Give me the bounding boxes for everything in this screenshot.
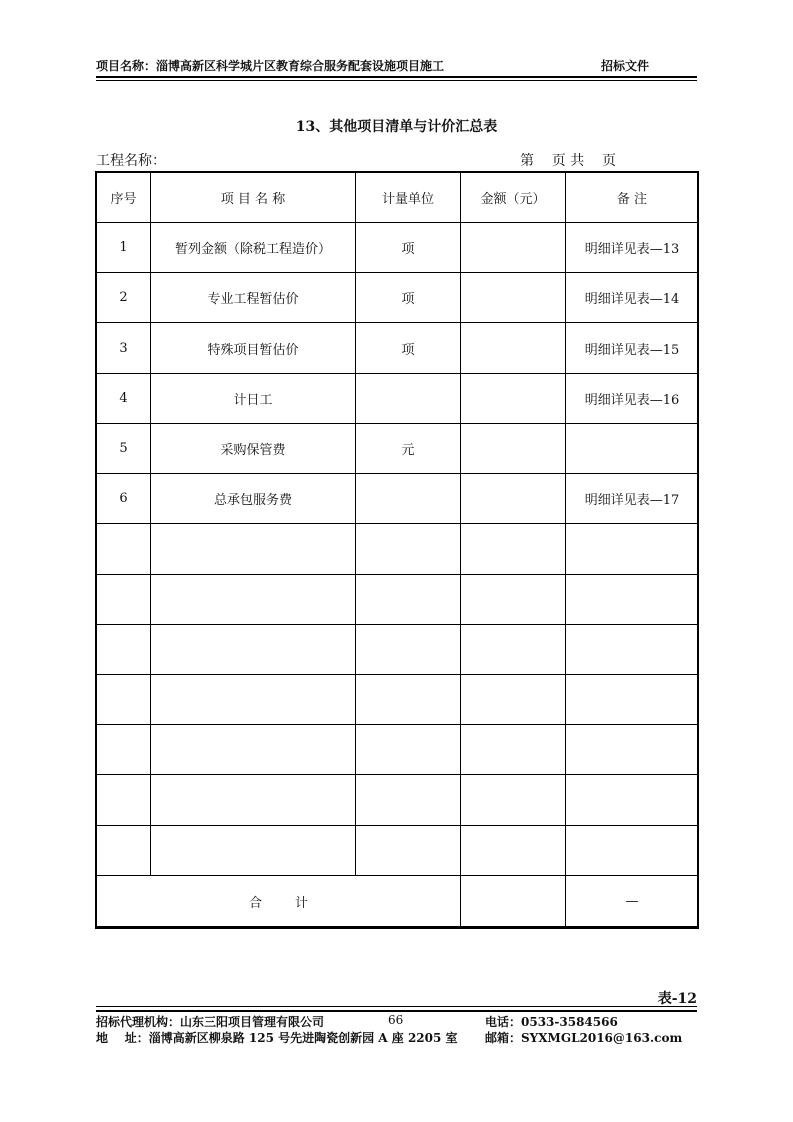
- table-header-row: [97, 173, 699, 223]
- summary-table: [96, 172, 699, 927]
- header-cell-amount: 金额（元）: [461, 173, 566, 223]
- cell-amount: [461, 674, 566, 724]
- cell-name: [151, 624, 356, 674]
- footer-rule-thin: [96, 1006, 697, 1007]
- total-row: [97, 876, 699, 927]
- table-number-label: 表-12: [657, 991, 697, 1007]
- table-row: [97, 474, 699, 524]
- cell-note: [566, 725, 699, 775]
- cell-amount: [461, 273, 566, 323]
- cell-unit: [356, 725, 461, 775]
- project-name-label: 工程名称：: [96, 153, 166, 169]
- header-project-name: 项目名称：淄博高新区科学城片区教育综合服务配套设施项目施工: [96, 59, 445, 73]
- total-amount: [461, 876, 566, 927]
- cell-name: 专业工程暂估价: [151, 273, 356, 323]
- cell-no: [97, 524, 151, 574]
- cell-note: 明细详见表—15: [566, 323, 699, 373]
- table-row: [97, 524, 699, 574]
- table-row: [97, 423, 699, 473]
- cell-note: [566, 423, 699, 473]
- page-header: [96, 57, 697, 75]
- cell-unit: [356, 474, 461, 524]
- cell-note: 明细详见表—17: [566, 474, 699, 524]
- header-cell-unit: 计量单位: [356, 173, 461, 223]
- table-row: [97, 624, 699, 674]
- cell-note: [566, 674, 699, 724]
- total-note: —: [566, 876, 699, 927]
- cell-unit: [356, 624, 461, 674]
- cell-amount: [461, 373, 566, 423]
- cell-name: [151, 674, 356, 724]
- table-row: [97, 775, 699, 825]
- table-row: [97, 825, 699, 875]
- cell-no: [97, 825, 151, 875]
- header-rule-thin: [96, 80, 697, 81]
- cell-unit: [356, 524, 461, 574]
- cell-no: 5: [97, 423, 151, 473]
- cell-no: 4: [97, 373, 151, 423]
- cell-unit: [356, 574, 461, 624]
- cell-note: 明细详见表—13: [566, 223, 699, 273]
- cell-name: 计日工: [151, 373, 356, 423]
- cell-unit: [356, 373, 461, 423]
- cell-amount: [461, 223, 566, 273]
- header-doc-type: 招标文件: [600, 59, 649, 73]
- cell-note: [566, 574, 699, 624]
- cell-no: [97, 674, 151, 724]
- cell-no: [97, 624, 151, 674]
- header-cell-note: 备 注: [566, 173, 699, 223]
- cell-name: [151, 574, 356, 624]
- table-row: [97, 273, 699, 323]
- table-row: [97, 373, 699, 423]
- table-row: [97, 674, 699, 724]
- cell-no: 2: [97, 273, 151, 323]
- cell-name: [151, 775, 356, 825]
- cell-no: [97, 725, 151, 775]
- cell-amount: [461, 775, 566, 825]
- cell-note: [566, 624, 699, 674]
- cell-no: [97, 574, 151, 624]
- cell-name: 总承包服务费: [151, 474, 356, 524]
- cell-amount: [461, 524, 566, 574]
- cell-amount: [461, 624, 566, 674]
- table-body: [97, 223, 699, 876]
- cell-no: 3: [97, 323, 151, 373]
- cell-name: 暂列金额（除税工程造价）: [151, 223, 356, 273]
- cell-no: 1: [97, 223, 151, 273]
- table-row: [97, 725, 699, 775]
- footer-page-number: 66: [388, 1013, 404, 1027]
- cell-name: 特殊项目暂估价: [151, 323, 356, 373]
- cell-unit: [356, 775, 461, 825]
- header-cell-no: 序号: [97, 173, 151, 223]
- cell-name: [151, 725, 356, 775]
- cell-amount: [461, 474, 566, 524]
- footer-email: 邮箱：SYXMGL2016@163.com: [485, 1031, 683, 1045]
- cell-unit: 项: [356, 273, 461, 323]
- table-row: [97, 574, 699, 624]
- page-title: 13、其他项目清单与计价汇总表: [295, 119, 498, 135]
- cell-amount: [461, 725, 566, 775]
- cell-note: [566, 524, 699, 574]
- cell-note: [566, 775, 699, 825]
- cell-amount: [461, 825, 566, 875]
- cell-no: 6: [97, 474, 151, 524]
- cell-amount: [461, 323, 566, 373]
- cell-unit: [356, 825, 461, 875]
- cell-unit: [356, 674, 461, 724]
- cell-note: 明细详见表—14: [566, 273, 699, 323]
- cell-name: [151, 524, 356, 574]
- cell-amount: [461, 423, 566, 473]
- cell-name: [151, 825, 356, 875]
- footer-rule-thick: [96, 1010, 697, 1012]
- footer-agency: 招标代理机构：山东三阳项目管理有限公司: [96, 1015, 325, 1029]
- table-row: [97, 223, 699, 273]
- footer-address: 地 址：淄博高新区柳泉路 125 号先进陶瓷创新园 A 座 2205 室: [96, 1031, 458, 1045]
- total-label: 合 计: [97, 876, 461, 927]
- cell-unit: 元: [356, 423, 461, 473]
- page-info: 第 页 共 页: [520, 153, 617, 169]
- footer-phone: 电话：0533-3584566: [485, 1015, 618, 1029]
- table-row: [97, 323, 699, 373]
- header-cell-name: 项 目 名 称: [151, 173, 356, 223]
- cell-unit: 项: [356, 223, 461, 273]
- cell-amount: [461, 574, 566, 624]
- header-rule-thick: [96, 76, 697, 78]
- cell-note: [566, 825, 699, 875]
- cell-name: 采购保管费: [151, 423, 356, 473]
- cell-unit: 项: [356, 323, 461, 373]
- cell-no: [97, 775, 151, 825]
- cell-note: 明细详见表—16: [566, 373, 699, 423]
